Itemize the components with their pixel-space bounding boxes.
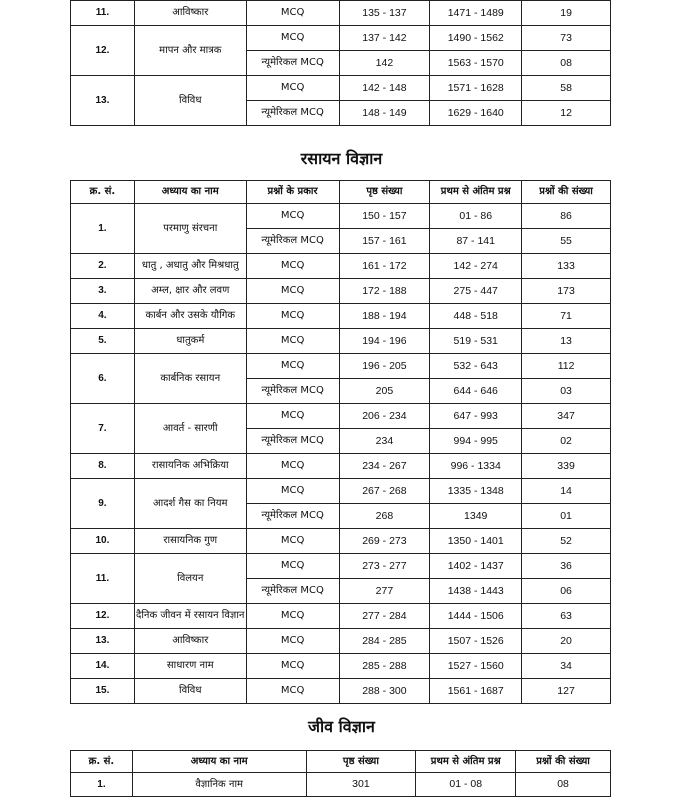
question-range: 275 - 447 (430, 279, 522, 304)
page-range: 277 - 284 (339, 604, 430, 629)
header-chapter: अध्याय का नाम (134, 181, 246, 204)
question-range: 1571 - 1628 (430, 76, 522, 101)
physics-tail-table (70, 0, 611, 126)
header-question-count: प्रश्नों की संख्या (516, 751, 611, 773)
chemistry-header-row (71, 181, 611, 204)
page-range: 172 - 188 (339, 279, 430, 304)
serial-number: 1. (71, 204, 135, 254)
chapter-name: रासायनिक अभिक्रिया (134, 454, 246, 479)
page-range: 268 (339, 504, 430, 529)
table-row (71, 554, 611, 579)
serial-number: 7. (71, 404, 135, 454)
chapter-name: धातु , अधातु और मिश्रधातु (134, 254, 246, 279)
question-type: न्यूमेरिकल MCQ (246, 429, 339, 454)
serial-number: 11. (71, 554, 135, 604)
question-count: 173 (522, 279, 611, 304)
question-type: MCQ (246, 354, 339, 379)
question-count: 06 (522, 579, 611, 604)
table-row (71, 254, 611, 279)
question-count: 08 (522, 51, 611, 76)
question-count: 63 (522, 604, 611, 629)
question-range: 996 - 1334 (430, 454, 522, 479)
chapter-name: दैनिक जीवन में रसायन विज्ञान (134, 604, 246, 629)
question-range: 644 - 646 (430, 379, 522, 404)
question-type: न्यूमेरिकल MCQ (246, 579, 339, 604)
question-count: 112 (522, 354, 611, 379)
question-count: 127 (522, 679, 611, 704)
question-range: 994 - 995 (430, 429, 522, 454)
chapter-name: आवर्त - सारणी (134, 404, 246, 454)
question-count: 03 (522, 379, 611, 404)
serial-number: 3. (71, 279, 135, 304)
question-range: 448 - 518 (430, 304, 522, 329)
question-type: MCQ (246, 404, 339, 429)
question-type: MCQ (246, 204, 339, 229)
table-row (71, 279, 611, 304)
question-count: 36 (522, 554, 611, 579)
question-count: 02 (522, 429, 611, 454)
serial-number: 12. (71, 26, 135, 76)
biology-heading: जीव विज्ञान (308, 717, 375, 736)
question-range: 01 - 08 (416, 773, 516, 797)
chapter-name: साधारण नाम (134, 654, 246, 679)
chapter-name: विलयन (134, 554, 246, 604)
serial-number: 4. (71, 304, 135, 329)
question-range: 01 - 86 (430, 204, 522, 229)
biology-table (70, 750, 611, 797)
question-type: MCQ (246, 279, 339, 304)
biology-body (71, 773, 611, 797)
chapter-name: परमाणु संरचना (134, 204, 246, 254)
question-count: 133 (522, 254, 611, 279)
question-count: 20 (522, 629, 611, 654)
header-question-range: प्रथम से अंतिम प्रश्न (430, 181, 522, 204)
page-range: 188 - 194 (339, 304, 430, 329)
question-count: 13 (522, 329, 611, 354)
question-range: 1402 - 1437 (430, 554, 522, 579)
question-type: MCQ (246, 554, 339, 579)
question-count: 14 (522, 479, 611, 504)
question-type: MCQ (246, 529, 339, 554)
question-type: MCQ (246, 454, 339, 479)
page-range: 234 (339, 429, 430, 454)
question-count: 73 (522, 26, 611, 51)
page-range: 142 (339, 51, 430, 76)
serial-number: 11. (71, 1, 135, 26)
header-serial: क्र. सं. (71, 181, 135, 204)
chapter-name: आविष्कार (134, 1, 246, 26)
table-row (71, 654, 611, 679)
chapter-name: वैज्ञानिक नाम (132, 773, 306, 797)
question-type: न्यूमेरिकल MCQ (246, 51, 339, 76)
question-type: MCQ (246, 254, 339, 279)
question-range: 1335 - 1348 (430, 479, 522, 504)
question-type: MCQ (246, 329, 339, 354)
chapter-name: आदर्श गैस का नियम (134, 479, 246, 529)
question-count: 34 (522, 654, 611, 679)
question-type: MCQ (246, 76, 339, 101)
question-count: 71 (522, 304, 611, 329)
chapter-name: विविध (134, 76, 246, 126)
table-row (71, 604, 611, 629)
question-type: न्यूमेरिकल MCQ (246, 229, 339, 254)
table-row (71, 304, 611, 329)
question-range: 532 - 643 (430, 354, 522, 379)
page-range: 148 - 149 (339, 101, 430, 126)
biology-header-row (71, 751, 611, 773)
table-row (71, 1, 611, 26)
question-type: MCQ (246, 604, 339, 629)
question-count: 01 (522, 504, 611, 529)
page-range: 284 - 285 (339, 629, 430, 654)
page-range: 288 - 300 (339, 679, 430, 704)
chemistry-body (71, 204, 611, 704)
page-range: 277 (339, 579, 430, 604)
question-count: 12 (522, 101, 611, 126)
page-range: 269 - 273 (339, 529, 430, 554)
serial-number: 12. (71, 604, 135, 629)
table-row (71, 773, 611, 797)
question-type: MCQ (246, 654, 339, 679)
table-row (71, 679, 611, 704)
page-range: 234 - 267 (339, 454, 430, 479)
question-range: 1350 - 1401 (430, 529, 522, 554)
page-range: 194 - 196 (339, 329, 430, 354)
table-row (71, 629, 611, 654)
page-range: 205 (339, 379, 430, 404)
serial-number: 13. (71, 629, 135, 654)
page-range: 267 - 268 (339, 479, 430, 504)
question-count: 19 (522, 1, 611, 26)
header-pages: पृष्ठ संख्या (339, 181, 430, 204)
chapter-name: धातुकर्म (134, 329, 246, 354)
page-range: 135 - 137 (339, 1, 430, 26)
question-range: 647 - 993 (430, 404, 522, 429)
question-type: MCQ (246, 629, 339, 654)
question-range: 1561 - 1687 (430, 679, 522, 704)
chemistry-heading: रसायन विज्ञान (300, 149, 383, 168)
question-count: 339 (522, 454, 611, 479)
question-range: 1444 - 1506 (430, 604, 522, 629)
table-row (71, 329, 611, 354)
serial-number: 14. (71, 654, 135, 679)
page-range: 157 - 161 (339, 229, 430, 254)
table-row (71, 204, 611, 229)
question-type: MCQ (246, 1, 339, 26)
page-range: 196 - 205 (339, 354, 430, 379)
table-row (71, 26, 611, 51)
question-range: 142 - 274 (430, 254, 522, 279)
page-range: 150 - 157 (339, 204, 430, 229)
chapter-name: कार्बनिक रसायन (134, 354, 246, 404)
question-type: MCQ (246, 479, 339, 504)
table-row (71, 404, 611, 429)
header-question-range: प्रथम से अंतिम प्रश्न (416, 751, 516, 773)
serial-number: 10. (71, 529, 135, 554)
page-range: 142 - 148 (339, 76, 430, 101)
question-type: न्यूमेरिकल MCQ (246, 101, 339, 126)
chapter-name: आविष्कार (134, 629, 246, 654)
serial-number: 15. (71, 679, 135, 704)
chapter-name: कार्बन और उसके यौगिक (134, 304, 246, 329)
question-range: 1438 - 1443 (430, 579, 522, 604)
serial-number: 8. (71, 454, 135, 479)
question-count: 52 (522, 529, 611, 554)
question-count: 58 (522, 76, 611, 101)
page-range: 206 - 234 (339, 404, 430, 429)
page-range: 161 - 172 (339, 254, 430, 279)
question-range: 1563 - 1570 (430, 51, 522, 76)
serial-number: 2. (71, 254, 135, 279)
table-row (71, 354, 611, 379)
page-range: 301 (306, 773, 416, 797)
question-range: 1629 - 1640 (430, 101, 522, 126)
question-count: 55 (522, 229, 611, 254)
chapter-name: रासायनिक गुण (134, 529, 246, 554)
question-type: MCQ (246, 26, 339, 51)
page-range: 273 - 277 (339, 554, 430, 579)
table-row (71, 76, 611, 101)
header-serial: क्र. सं. (71, 751, 133, 773)
table-row (71, 529, 611, 554)
page-range: 285 - 288 (339, 654, 430, 679)
page-range: 137 - 142 (339, 26, 430, 51)
question-range: 1490 - 1562 (430, 26, 522, 51)
chapter-name: अम्ल, क्षार और लवण (134, 279, 246, 304)
question-count: 347 (522, 404, 611, 429)
question-range: 1349 (430, 504, 522, 529)
header-question-count: प्रश्नों की संख्या (522, 181, 611, 204)
serial-number: 13. (71, 76, 135, 126)
chemistry-table (70, 180, 611, 704)
question-range: 1471 - 1489 (430, 1, 522, 26)
question-count: 86 (522, 204, 611, 229)
question-range: 1527 - 1560 (430, 654, 522, 679)
chapter-name: विविध (134, 679, 246, 704)
serial-number: 9. (71, 479, 135, 529)
serial-number: 1. (71, 773, 133, 797)
question-count: 08 (516, 773, 611, 797)
question-range: 1507 - 1526 (430, 629, 522, 654)
question-type: MCQ (246, 304, 339, 329)
table-row (71, 479, 611, 504)
serial-number: 5. (71, 329, 135, 354)
header-question-type: प्रश्नों के प्रकार (246, 181, 339, 204)
question-type: MCQ (246, 679, 339, 704)
header-pages: पृष्ठ संख्या (306, 751, 416, 773)
table-row (71, 454, 611, 479)
question-type: न्यूमेरिकल MCQ (246, 504, 339, 529)
question-type: न्यूमेरिकल MCQ (246, 379, 339, 404)
physics-tail-body (71, 1, 611, 126)
header-chapter: अध्याय का नाम (132, 751, 306, 773)
question-range: 519 - 531 (430, 329, 522, 354)
serial-number: 6. (71, 354, 135, 404)
question-range: 87 - 141 (430, 229, 522, 254)
chapter-name: मापन और मात्रक (134, 26, 246, 76)
